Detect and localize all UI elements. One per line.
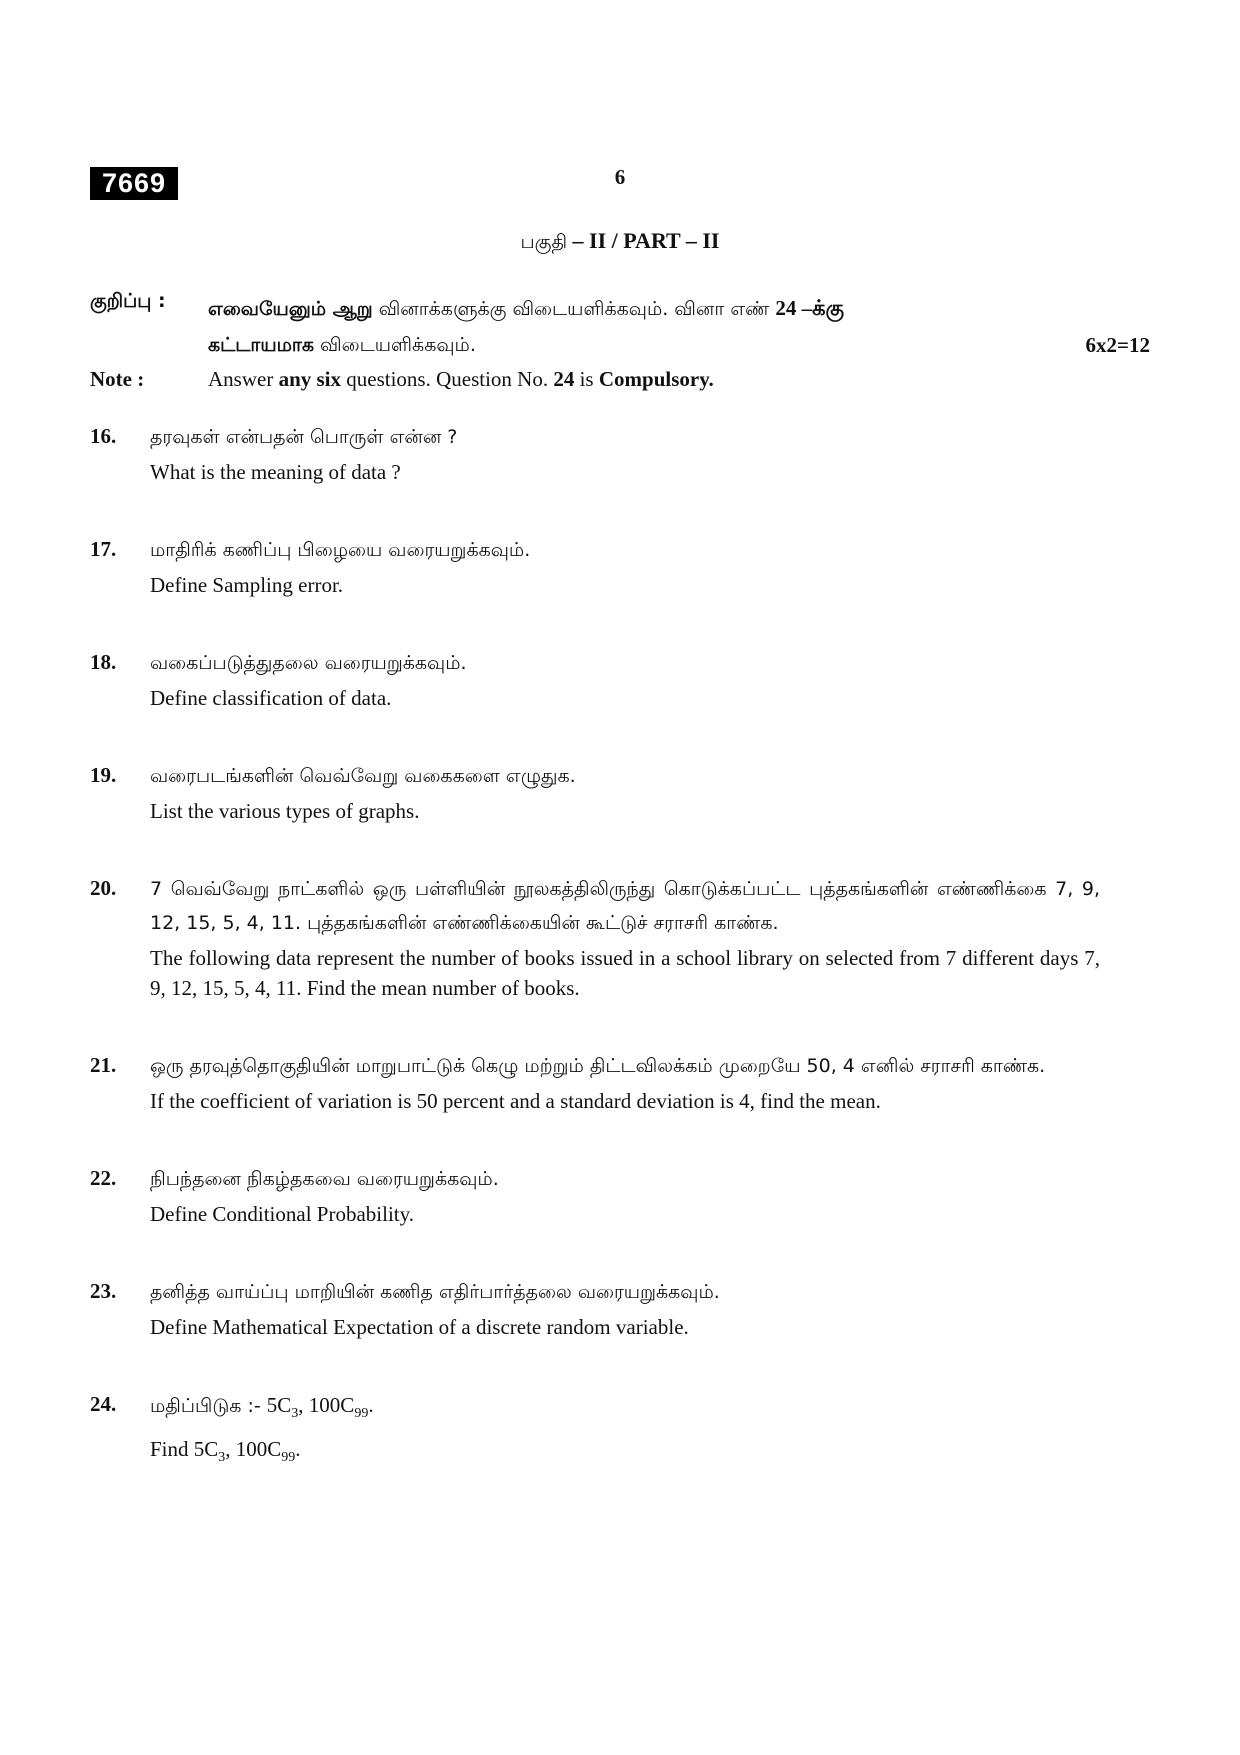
q24-term-a: 5C xyxy=(193,1437,219,1462)
note-english xyxy=(90,367,1150,392)
note-en-num: 24 xyxy=(553,367,575,391)
note-compulsory-ta: கட்டாயமாக xyxy=(208,334,314,356)
question-number: 16. xyxy=(90,424,117,448)
question-17 xyxy=(90,533,1100,600)
question-20 xyxy=(90,872,1100,1003)
q24-term-a: 5C xyxy=(266,1393,292,1417)
q24-tamil-prefix: மதிப்பிடுக :- xyxy=(150,1395,261,1417)
question-text-tamil: தரவுகள் என்பதன் பொருள் என்ன ? xyxy=(150,426,458,448)
question-number: 17. xyxy=(90,537,117,561)
question-16 xyxy=(90,420,1100,487)
question-21 xyxy=(90,1049,1100,1116)
note-english-text xyxy=(208,367,1150,392)
note-text1-ta: வினாக்களுக்கு விடையளிக்கவும். வினா எண் xyxy=(378,298,770,320)
question-list xyxy=(90,420,1100,1519)
question-text-tamil xyxy=(150,1388,1100,1431)
question-24 xyxy=(90,1388,1100,1473)
note-qnum-ta: 24 –க்கு xyxy=(775,296,845,320)
part-heading-english: – II / PART – II xyxy=(572,228,720,253)
question-18 xyxy=(90,646,1100,713)
q24-separator: , xyxy=(225,1437,236,1462)
question-text-tamil: வரைபடங்களின் வெவ்வேறு வகைகளை எழுதுக. xyxy=(150,765,576,787)
question-number: 18. xyxy=(90,650,117,674)
q24-term-b: 100C xyxy=(308,1393,355,1417)
question-text-english: List the various types of graphs. xyxy=(150,799,420,823)
question-text-english: Define classification of data. xyxy=(150,686,392,710)
question-text-tamil: நிபந்தனை நிகழ்தகவை வரையறுக்கவும். xyxy=(150,1168,499,1190)
question-text-english: Define Mathematical Expectation of a discrete random variable. xyxy=(150,1315,689,1339)
question-text-tamil: வகைப்படுத்துதலை வரையறுக்கவும். xyxy=(150,652,467,674)
note-en-t1: Answer xyxy=(208,367,274,391)
question-text-english: What is the meaning of data ? xyxy=(150,460,401,484)
question-text-english: Define Sampling error. xyxy=(150,573,344,597)
q24-term-b-sub: 99 xyxy=(354,1406,369,1422)
question-text-tamil: தனித்த வாய்ப்பு மாறியின் கணித எதிர்பார்த்தலை வரையறுக்கவும். xyxy=(150,1281,720,1303)
q24-term-b: 100C xyxy=(235,1437,282,1462)
note-en-any-six: any six xyxy=(278,367,342,391)
note-english-label: Note : xyxy=(90,367,145,391)
part-heading xyxy=(0,228,1240,256)
q24-end: . xyxy=(368,1393,374,1417)
note-tamil xyxy=(90,290,1150,363)
question-number: 23. xyxy=(90,1279,117,1303)
q24-term-a-sub: 3 xyxy=(291,1406,299,1422)
note-tamil-text xyxy=(208,290,1150,363)
question-text-english: Define Conditional Probability. xyxy=(150,1202,415,1226)
q24-term-b-sub: 99 xyxy=(281,1450,296,1466)
question-number: 20. xyxy=(90,876,117,900)
question-number: 21. xyxy=(90,1053,117,1077)
question-number: 24. xyxy=(90,1392,117,1416)
note-en-compulsory: Compulsory. xyxy=(598,367,714,391)
question-number: 22. xyxy=(90,1166,117,1190)
q24-english-prefix: Find xyxy=(150,1437,189,1462)
note-tamil-label: குறிப்பு : xyxy=(90,290,166,312)
note-text2-ta: விடையளிக்கவும். xyxy=(320,334,476,356)
question-22 xyxy=(90,1162,1100,1229)
question-text-tamil: 7 வெவ்வேறு நாட்களில் ஒரு பள்ளியின் நூலகத்திலிருந்து கொடுக்கப்பட்ட புத்தகங்களின் எண்ணிக்கை 7, 9, 12, 15, 5, 4, 11. புத்தகங்களின் எண்ணிக்கையின் கூட்டுச் சராசரி காண்க. xyxy=(150,878,1100,934)
page-number: 6 xyxy=(614,165,626,189)
question-23 xyxy=(90,1275,1100,1342)
q24-end: . xyxy=(295,1437,301,1462)
part-heading-tamil: பகுதி xyxy=(520,231,568,253)
note-en-t2: questions. Question No. xyxy=(346,367,549,391)
marks-allocation: 6x2=12 xyxy=(1085,333,1150,357)
note-any-six-ta: எவையேனும் ஆறு xyxy=(208,298,373,320)
question-text-english xyxy=(150,1434,1100,1473)
paper-code: 7669 xyxy=(90,167,178,200)
instructions xyxy=(90,290,1150,392)
q24-term-a-sub: 3 xyxy=(218,1450,226,1466)
question-text-english: The following data represent the number of books issued in a school library on selected from 7 different days 7, 9, 12, 15, 5, 4, 11. Find the mean number of books. xyxy=(150,946,1100,1000)
question-text-english: If the coefficient of variation is 50 percent and a standard deviation is 4, find the mean. xyxy=(150,1089,881,1113)
q24-separator: , xyxy=(298,1393,309,1417)
question-text-tamil: ஒரு தரவுத்தொகுதியின் மாறுபாட்டுக் கெழு மற்றும் திட்டவிலக்கம் முறையே 50, 4 எனில் சராசரி காண்க. xyxy=(150,1055,1046,1077)
question-text-tamil: மாதிரிக் கணிப்பு பிழையை வரையறுக்கவும். xyxy=(150,539,531,561)
question-number: 19. xyxy=(90,763,117,787)
note-en-t3: is xyxy=(579,367,594,391)
question-19 xyxy=(90,759,1100,826)
